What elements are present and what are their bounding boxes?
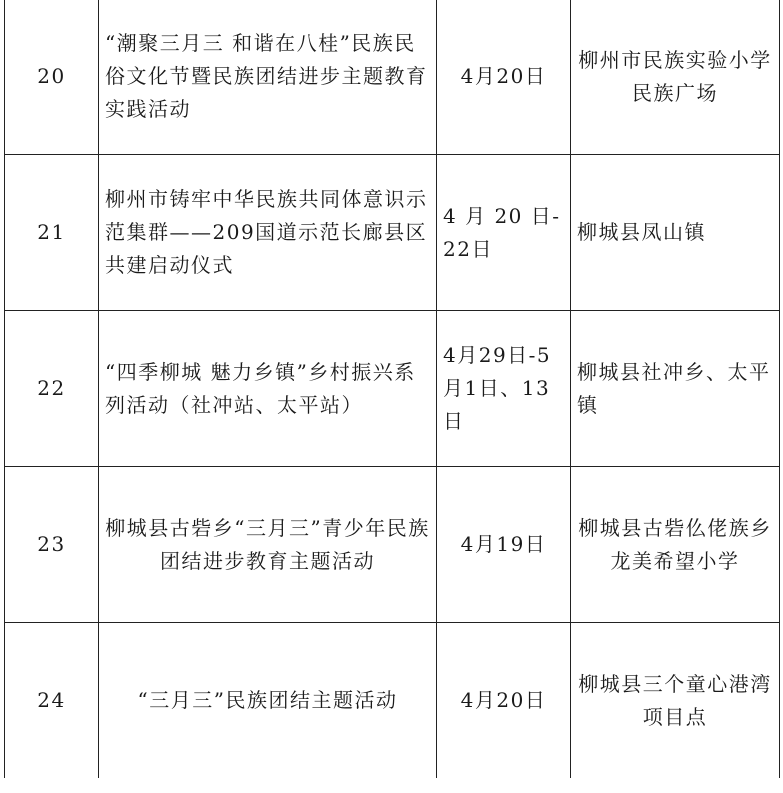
activity-date: 4 月 20 日-22日: [437, 155, 571, 311]
table-row: [5, 623, 780, 779]
table-row: [5, 0, 780, 155]
row-number: 24: [5, 623, 99, 779]
activity-name: “潮聚三月三 和谐在八桂”民族民俗文化节暨民族团结进步主题教育实践活动: [99, 0, 437, 155]
row-number: 21: [5, 155, 99, 311]
activity-schedule-table: [4, 0, 780, 778]
activity-name: 柳城县古砦乡“三月三”青少年民族团结进步教育主题活动: [99, 467, 437, 623]
activity-location: 柳城县三个童心港湾项目点: [571, 623, 780, 779]
activity-location: 柳城县社冲乡、太平镇: [571, 311, 780, 467]
row-number: 23: [5, 467, 99, 623]
table-row: [5, 311, 780, 467]
activity-location: 柳州市民族实验小学民族广场: [571, 0, 780, 155]
activity-name: “三月三”民族团结主题活动: [99, 623, 437, 779]
activity-date: 4月29日-5月1日、13日: [437, 311, 571, 467]
activity-location: 柳城县凤山镇: [571, 155, 780, 311]
row-number: 22: [5, 311, 99, 467]
activity-name: “四季柳城 魅力乡镇”乡村振兴系列活动（社冲站、太平站）: [99, 311, 437, 467]
activity-date: 4月19日: [437, 467, 571, 623]
activity-date: 4月20日: [437, 623, 571, 779]
activity-location: 柳城县古砦仫佬族乡龙美希望小学: [571, 467, 780, 623]
activity-date: 4月20日: [437, 0, 571, 155]
activity-name: 柳州市铸牢中华民族共同体意识示范集群——209国道示范长廊县区共建启动仪式: [99, 155, 437, 311]
table-row: [5, 467, 780, 623]
row-number: 20: [5, 0, 99, 155]
table-row: [5, 155, 780, 311]
